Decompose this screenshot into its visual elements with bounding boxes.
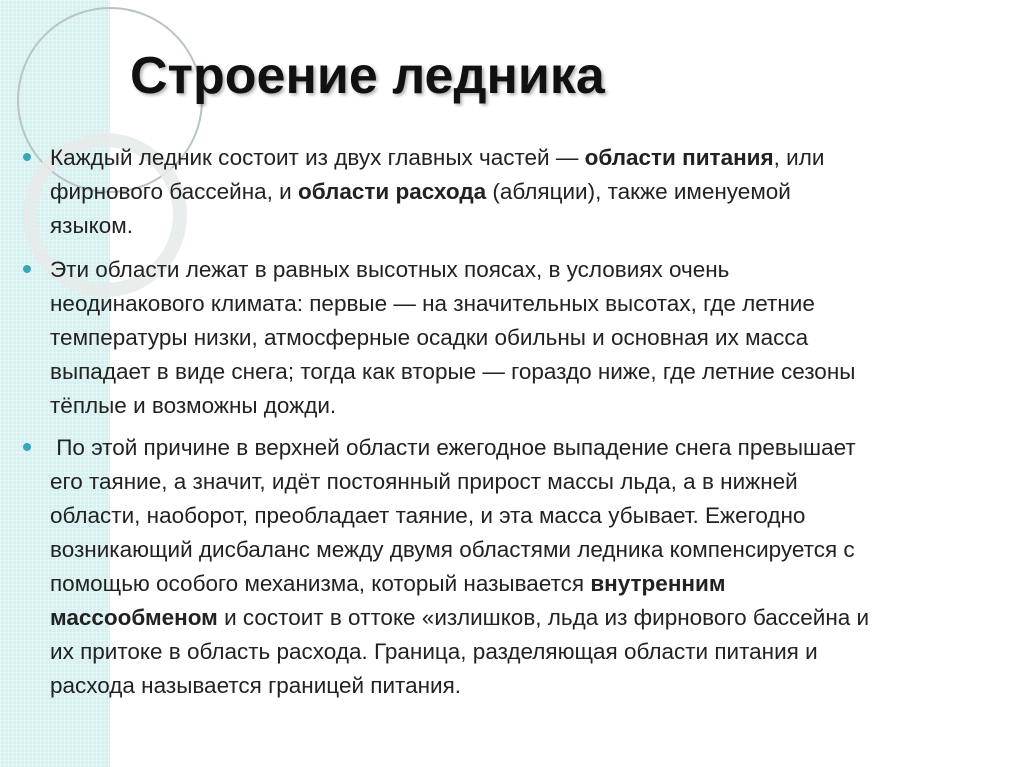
bullet-paragraph-2 [50,253,1010,423]
text: температуры низки, атмосферные осадки обильны и основная их масса [50,325,809,350]
bullet-icon [23,443,31,451]
slide-title: Строение ледника [130,47,605,105]
bold-term: массообменом [50,605,218,630]
text: фирнового бассейна, и [50,179,298,204]
bold-term: области питания [584,145,774,170]
text: и состоит в оттоке «излишков, льда из фирнового бассейна и [217,605,870,630]
bullet-icon [23,153,31,161]
bullet-icon [23,265,31,273]
bullet-paragraph-1 [50,141,1010,243]
text: возникающий дисбаланс между двумя областями ледника компенсируется с [50,537,855,562]
text: их притоке в область расхода. Граница, разделяющая области питания и [50,639,818,664]
text: Каждый ледник состоит из двух главных частей — [50,145,585,170]
text: , или [773,145,825,170]
text: помощью особого механизма, который называется [50,571,591,596]
text: тёплые и возможны дожди. [50,393,337,418]
text: области, наоборот, преобладает таяние, и эта масса убывает. Ежегодно [50,503,806,528]
text: По этой причине в верхней области ежегодное выпадение снега превышает [50,435,856,460]
text: его таяние, а значит, идёт постоянный прирост массы льда, а в нижней [50,469,798,494]
bold-term: внутренним [590,571,726,596]
text: выпадает в виде снега; тогда как вторые — гораздо ниже, где летние сезоны [50,359,856,384]
bold-term: области расхода [297,179,487,204]
text: неодинакового климата: первые — на значительных высотах, где летние [50,291,815,316]
bullet-paragraph-3 [50,431,1010,703]
text: Эти области лежат в равных высотных поясах, в условиях очень [50,257,730,282]
text: (абляции), также именуемой [486,179,791,204]
text: языком. [50,213,134,238]
text: расхода называется границей питания. [50,673,462,698]
